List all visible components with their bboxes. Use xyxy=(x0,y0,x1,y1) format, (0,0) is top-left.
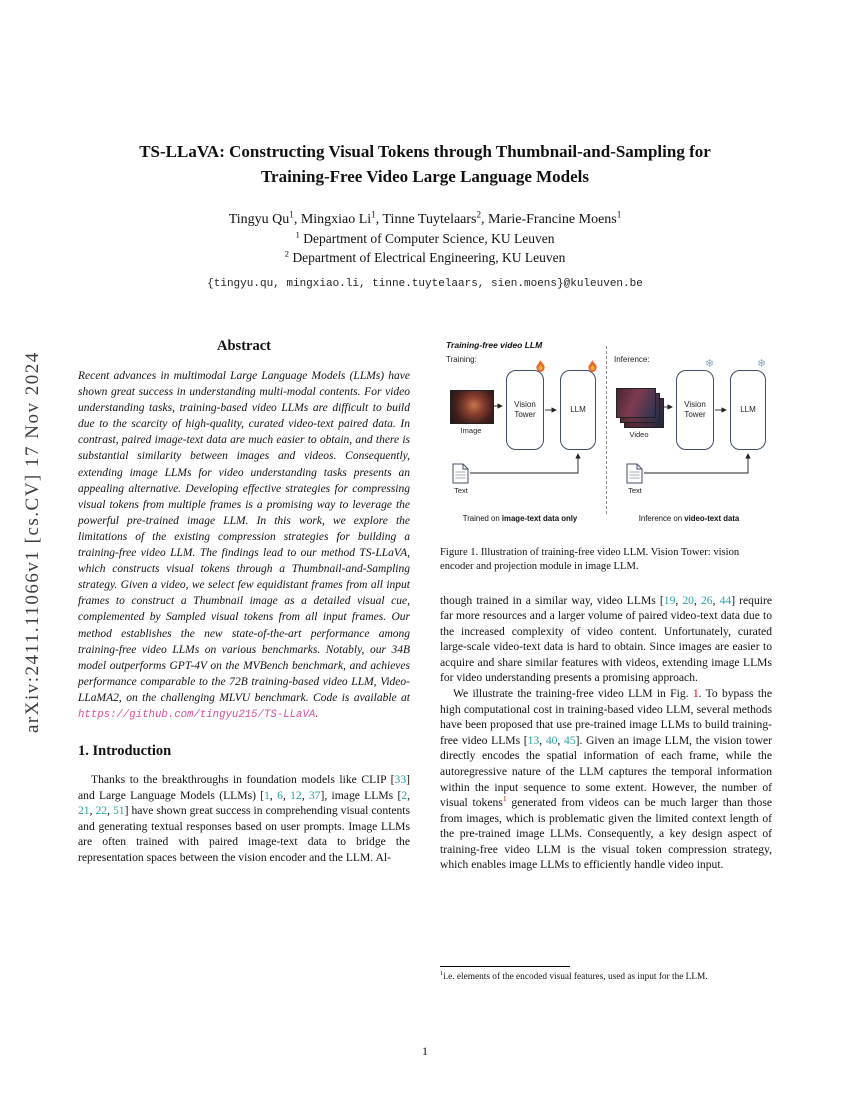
paper-title: TS-LLaVA: Constructing Visual Tokens through Thumbnail-and-Sampling for Training-Free Video Large Language Models xyxy=(139,142,711,186)
citation-link[interactable]: 20 xyxy=(682,593,694,607)
citation-link[interactable]: 13 xyxy=(527,733,540,747)
affiliation-1: $^1$ Department of Computer Science, KU Leuven xyxy=(295,229,555,247)
citation-link[interactable]: 26 xyxy=(700,593,713,607)
citation-link[interactable]: 44 xyxy=(719,593,732,607)
footnote-rule xyxy=(440,966,570,967)
text-label-training: Text xyxy=(454,486,468,495)
abstract-heading: Abstract xyxy=(217,338,271,354)
figure-reference-link[interactable]: 1 xyxy=(692,687,699,701)
citation-link[interactable]: 12 xyxy=(290,788,302,802)
external-link[interactable]: https://github.com/tingyu215/TS-LLaVA xyxy=(78,708,316,721)
citation-link[interactable]: 37 xyxy=(308,788,321,802)
figure-divider xyxy=(606,346,607,514)
video-label: Video xyxy=(629,430,649,439)
authors-line: Tingyu Qu$^1$, Mingxiao Li$^1$, Tinne Tuytelaars$^2$, Marie-Francine Moens$^1$ xyxy=(228,209,622,228)
citation-link[interactable]: 51 xyxy=(113,804,125,818)
footnote xyxy=(440,966,772,983)
citation-link[interactable]: 22 xyxy=(95,804,108,818)
snowflake-icon: ❄ xyxy=(705,357,715,370)
video-frame xyxy=(616,388,656,418)
citation-link[interactable]: 1 xyxy=(264,788,270,802)
footnote-reference-link[interactable]: 1 xyxy=(502,794,507,804)
email-line: {tingyu.qu, mingxiao.li, tinne.tuytelaars, sien.moens}@kuleuven.be xyxy=(207,278,643,291)
text-document-icon xyxy=(626,463,643,484)
vision-tower-box-training: Vision Tower xyxy=(506,370,544,450)
training-label: Training: xyxy=(446,355,477,364)
citation-link[interactable]: 33 xyxy=(394,772,407,786)
figure-1-caption: Figure 1. Illustration of training-free video LLM. Vision Tower: vision encoder and projection module in image LLM. xyxy=(440,547,740,573)
citation-link[interactable]: 21 xyxy=(78,804,90,818)
image-label: Image xyxy=(460,426,482,435)
video-thumbnail-stack xyxy=(616,388,662,426)
diagram-title: Training-free video LLM xyxy=(446,340,543,350)
citation-link[interactable]: 45 xyxy=(564,733,576,747)
figure-1-diagram xyxy=(440,338,772,536)
paper-header xyxy=(78,140,772,290)
vision-tower-box-inference: Vision Tower xyxy=(676,370,714,450)
right-col-paragraph-1: though trained in a similar way, video LLMs [19, 20, 26, 44] require far more resources and a larger volume of paired video-text data due to the increased complexity of video content. Unfortunately, curated large-scale video-text data is hard to obtain. Since images are easier to acquire and share similar features with videos, extending image LLMs for video understanding presents a promising approach. xyxy=(440,593,772,685)
intro-paragraph: Thanks to the breakthroughs in foundation models like CLIP [33] and Large Language Models (LLMs) [1, 6, 12, 37], image LLMs [2, 21, 22, 51] have shown great success in comprehending visual contents and generating textual responses based on user prompts. Image LLMs are often trained with paired image-text data to bridge the representation spaces between the vision encoder and the LLM. Al- xyxy=(78,772,411,864)
citation-link[interactable]: 40 xyxy=(545,733,558,747)
section-heading-introduction: 1. Introduction xyxy=(78,742,172,759)
llm-box-training: LLM xyxy=(560,370,596,450)
footnote-text: $^1$i.e. elements of the encoded visual features, used as input for the LLM. xyxy=(440,969,708,982)
text-label-inference: Text xyxy=(628,486,642,495)
snowflake-icon: ❄ xyxy=(757,357,767,370)
arxiv-watermark: arXiv:2411.11066v1 [cs.CV] 17 Nov 2024 xyxy=(22,351,43,734)
left-column xyxy=(78,338,410,865)
affiliation-2: $^2$ Department of Electrical Engineering, KU Leuven xyxy=(284,248,566,266)
inference-label: Inference: xyxy=(614,355,650,364)
inference-on-caption: Inference on video-text data xyxy=(638,514,740,523)
citation-link[interactable]: 19 xyxy=(663,593,676,607)
trained-on-caption: Trained on image-text data only xyxy=(462,514,578,523)
citation-link[interactable]: 2 xyxy=(401,788,408,802)
fire-icon xyxy=(587,360,598,373)
right-column xyxy=(440,338,772,873)
page-number: 1 xyxy=(422,1044,428,1058)
citation-link[interactable]: 6 xyxy=(277,788,283,802)
llm-box-inference: LLM xyxy=(730,370,766,450)
abstract-text: Recent advances in multimodal Large Language Models (LLMs) have shown great success in understanding multi-modal contents. For video understanding tasks, training-based video LLMs are difficult to build due to the scarcity of high-quality, curated video-text paired data. In contrast, paired image-text data are much easier to obtain, and there is substantial similarity between images and videos. Consequently, extending image LLMs for video understanding tasks presents an appealing alternative. Developing effective strategies for compressing visual tokens from multiple frames is a promising way to leverage the powerful pre-trained image LLM. In this work, we explore the limitations of the existing compression strategies for building a training-free video LLM. The findings lead to our method TS-LLaVA, which constructs visual tokens through a Thumbnail-and-Sampling strategy. Given a video, we select few equidistant frames from all input frames to construct a Thumbnail image as a detailed visual cue, complemented by Sampled visual tokens from all input frames. Our method establishes the new state-of-the-art performance among training-free video LLMs on various benchmarks. Notably, our 34B model outperforms GPT-4V on the MVBench benchmark, and achieves performance comparable to the 72B training-based video LLM, Video-LLaMA2, on the challenging MLVU benchmark. Code is available at https://github.com/tingyu215/TS-LLaVA. xyxy=(78,370,410,721)
image-thumbnail xyxy=(450,390,494,424)
text-document-icon xyxy=(452,463,469,484)
figure-1 xyxy=(440,338,772,575)
fire-icon xyxy=(535,360,546,373)
right-col-paragraph-2: We illustrate the training-free video LLM in Fig. 1. To bypass the high computational cost in training-based video LLM, several methods have been proposed that use pre-trained image LLMs to build training-free video LLMs [13, 40, 45]. Given an image LLM, the vision tower directly encodes the spatial information of each frame, while the autoregressive nature of the LLM captures the temporal information within the input sequence to some extent. However, the number of visual tokens$^1$ generated from videos can be much larger than those from images, which is problematic given the limited context length of the pre-trained image LLMs. Consequently, a key design aspect of training-free video LLM is the visual token compression strategy, which enables image LLMs to efficiently handle video input. xyxy=(440,687,772,872)
